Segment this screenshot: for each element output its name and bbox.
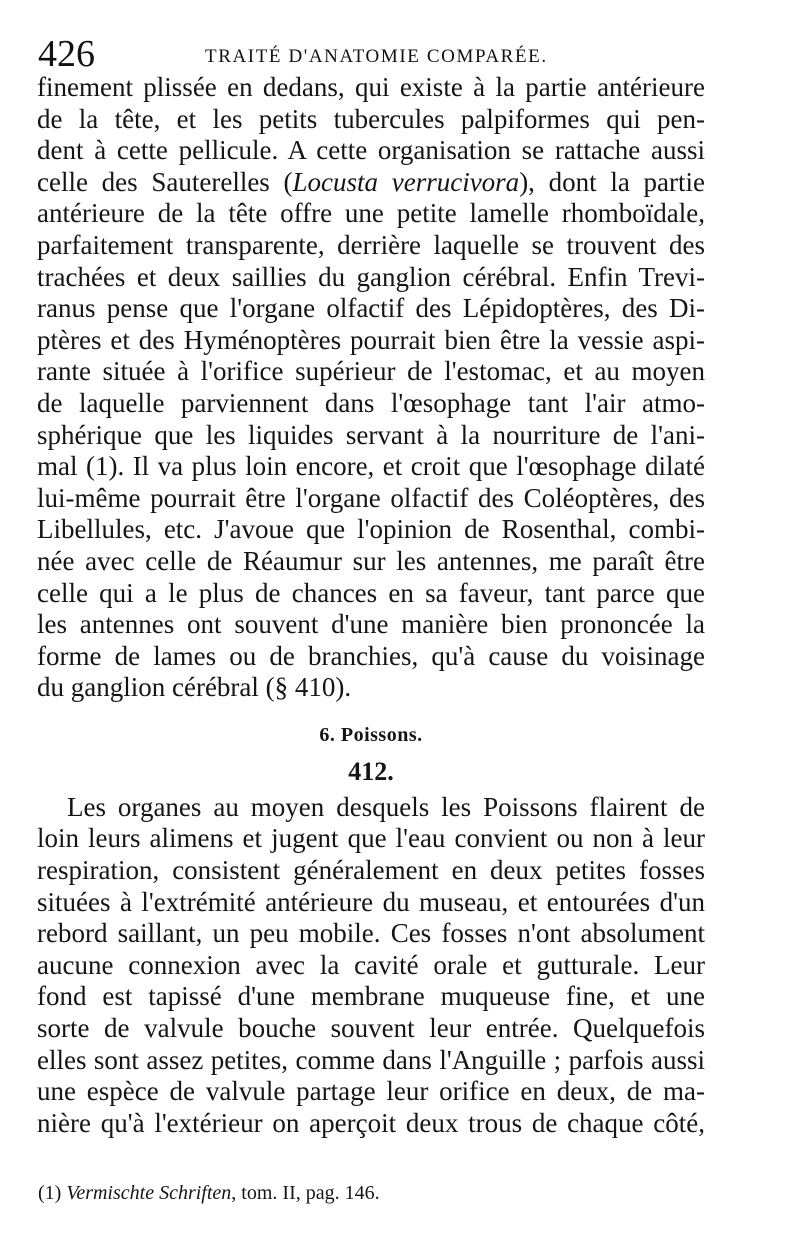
text-line: Les organes au moyen desquels les Poissons flairent de [67, 791, 705, 822]
text-line: sorte de valvule bouche souvent leur entrée. Quelquefois [37, 1013, 705, 1044]
running-title: TRAITÉ D'ANATOMIE COMPARÉE. [205, 46, 548, 67]
text-line: une espèce de valvule partage leur orifice en deux, de ma- [37, 1076, 705, 1107]
text-line: ptères et des Hyménoptères pourrait bien être la vessie aspi- [37, 324, 705, 355]
text-line-with-species [37, 167, 705, 199]
footnote [38, 1180, 698, 1206]
text-line: Libellules, etc. J'avoue que l'opinion de Rosenthal, combi- [37, 514, 705, 545]
text-line: parfaitement transparente, derrière laquelle se trouvent des [37, 229, 705, 260]
text-line: dent à cette pellicule. A cette organisation se rattache aussi [37, 135, 705, 166]
text-line: fond est tapissé d'une membrane muqueuse fine, et une [37, 981, 705, 1012]
text-line: situées à l'extrémité antérieure du museau, et entourées d'un [37, 886, 705, 917]
text-line: celle qui a le plus de chances en sa faveur, tant parce que [37, 577, 705, 608]
paragraph-number: 412. [348, 756, 394, 786]
text-line: aucune connexion avec la cavité orale et gutturale. Leur [37, 949, 705, 980]
text-line: loin leurs alimens et jugent que l'eau convient ou non à leur [37, 823, 705, 854]
footnote-marker: (1) [38, 1182, 62, 1204]
text-line: rebord saillant, un peu mobile. Ces fosses n'ont absolument [37, 918, 705, 949]
text-fragment: ), dont la partie [519, 166, 705, 197]
text-line: née avec celle de Réaumur sur les antennes, me paraît être [37, 545, 705, 576]
species-name: Locusta verrucivora [292, 166, 520, 197]
text-line: de laquelle parviennent dans l'œsophage tant l'air atmo- [37, 387, 705, 418]
page-number: 426 [38, 33, 95, 75]
footnote-reference: , tom. II, pag. 146. [231, 1182, 380, 1204]
text-line: rante située à l'orifice supérieur de l'estomac, et au moyen [37, 356, 705, 387]
text-line: finement plissée en dedans, qui existe à la partie antérieure [37, 72, 705, 102]
text-fragment: celle des Sauterelles ( [37, 166, 293, 197]
text-line: elles sont assez petites, comme dans l'Anguille ; parfois aussi [37, 1044, 705, 1075]
text-line: de la tête, et les petits tubercules palpiformes qui pen- [37, 103, 705, 134]
text-line: mal (1). Il va plus loin encore, et croit que l'œsophage dilaté [37, 451, 705, 482]
text-line: sphérique que les liquides servant à la nourriture de l'ani- [37, 419, 705, 450]
text-line: lui-même pourrait être l'organe olfactif des Coléoptères, des [37, 482, 705, 513]
text-line: du ganglion cérébral (§ 410). [37, 672, 352, 703]
text-line: trachées et deux saillies du ganglion cérébral. Enfin Trevi- [37, 261, 705, 292]
text-line: forme de lames ou de branchies, qu'à cause du voisinage [37, 640, 705, 671]
text-line: les antennes ont souvent d'une manière bien prononcée la [37, 609, 705, 640]
text-line: antérieure de la tête offre une petite lamelle rhomboïdale, [37, 198, 705, 229]
footnote-title: Vermischte Schriften [66, 1182, 232, 1204]
text-line: respiration, consistent généralement en deux petites fosses [37, 855, 705, 886]
section-heading: 6. Poissons. [319, 723, 423, 746]
text-line: nière qu'à l'extérieur on aperçoit deux trous de chaque côté, [37, 1107, 705, 1138]
body-text [37, 72, 705, 1139]
paragraph-continued [37, 72, 705, 704]
paragraph [37, 792, 705, 1140]
text-line: ranus pense que l'organe olfactif des Lépidoptères, des Di- [37, 293, 705, 324]
